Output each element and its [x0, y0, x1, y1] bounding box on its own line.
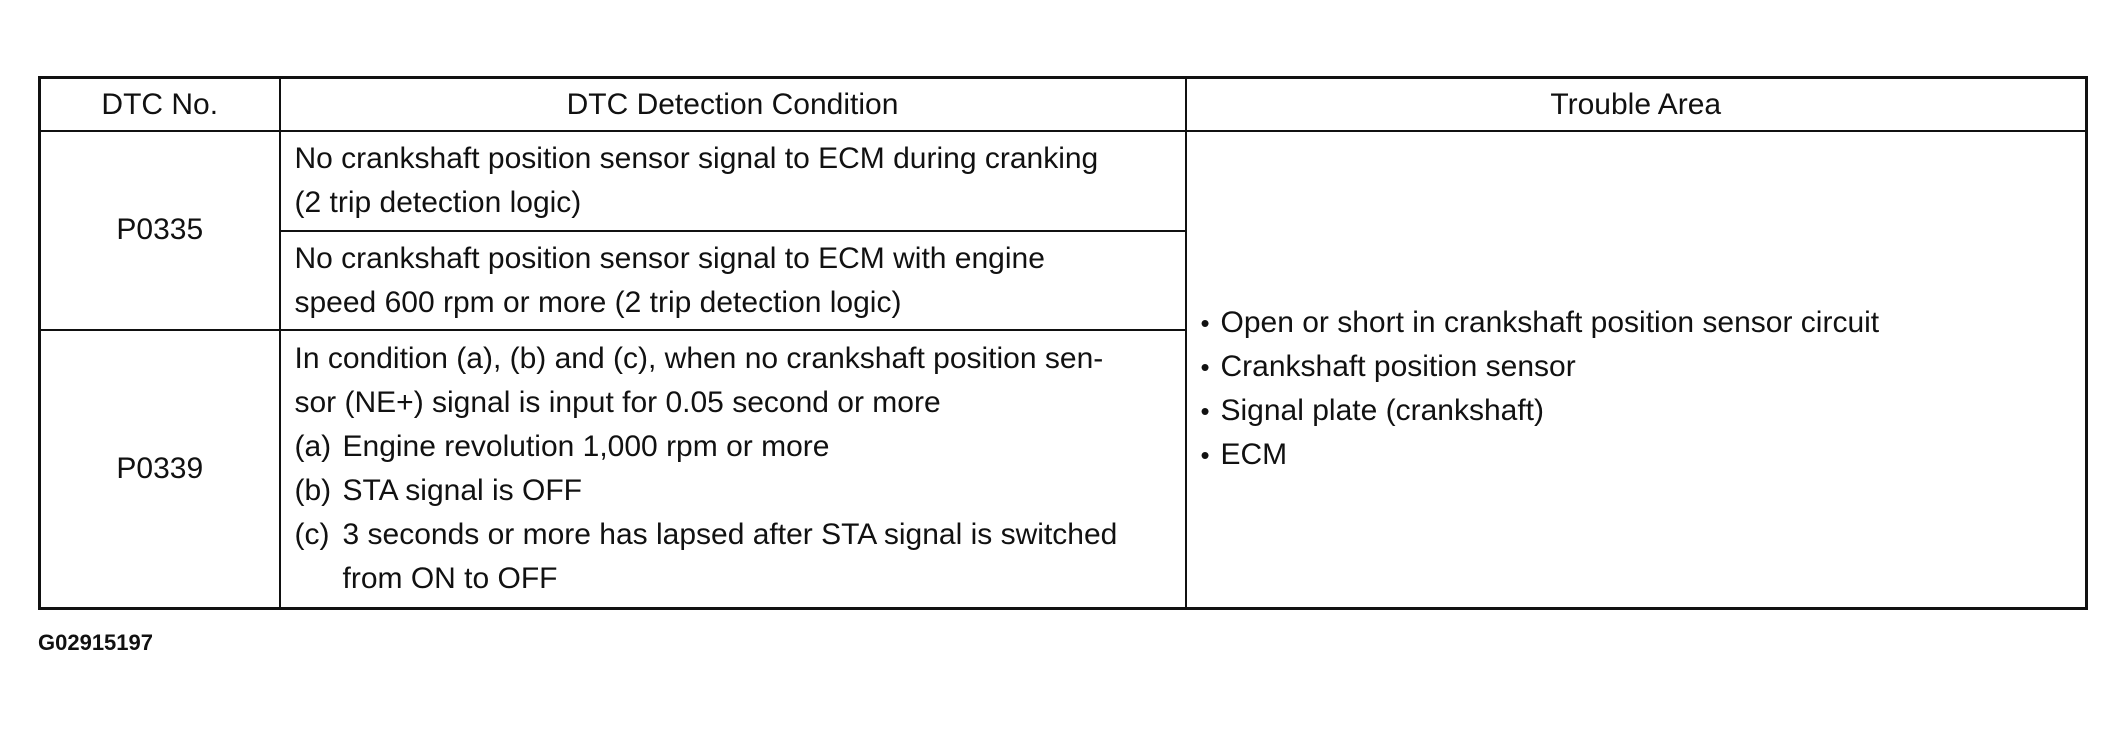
header-detection-condition: DTC Detection Condition — [280, 78, 1186, 132]
list-item — [1201, 433, 2086, 477]
sub-condition-text: STA signal is OFF — [342, 473, 583, 507]
trouble-area-list — [1201, 263, 2086, 477]
bullet-icon: • — [1200, 395, 1210, 426]
condition-line: No crankshaft position sensor signal to ECM during cranking — [294, 142, 1099, 176]
condition-line: speed 600 rpm or more (2 trip detection logic) — [294, 285, 902, 319]
header-trouble-area: Trouble Area — [1186, 78, 2087, 132]
sub-condition-b — [295, 469, 1171, 513]
sub-condition-line: 3 seconds or more has lapsed after STA signal is switched — [342, 517, 1118, 551]
condition-line: No crankshaft position sensor signal to ECM with engine — [294, 241, 1045, 275]
condition-line: (2 trip detection logic) — [294, 186, 582, 220]
condition-cell — [280, 330, 1186, 609]
trouble-area-item: Signal plate (crankshaft) — [1220, 393, 1544, 427]
bullet-icon: • — [1200, 307, 1210, 338]
table-header-row — [40, 78, 2087, 132]
condition-cell — [280, 131, 1186, 231]
condition-cell — [280, 231, 1186, 329]
dtc-code-p0335: P0335 — [40, 131, 280, 330]
trouble-area-item: Crankshaft position sensor — [1220, 349, 1576, 383]
sub-condition-a — [295, 425, 1171, 469]
list-item — [1201, 301, 2086, 345]
sub-condition-line: from ON to OFF — [342, 561, 558, 595]
dtc-table — [38, 76, 2088, 610]
sub-condition-letter: (b) — [294, 473, 332, 507]
bullet-icon: • — [1200, 351, 1210, 382]
sub-condition-c — [295, 513, 1171, 601]
trouble-area-item: Open or short in crankshaft position sensor circuit — [1220, 305, 1880, 339]
sub-condition-text — [343, 513, 1118, 601]
dtc-code-p0339: P0339 — [40, 330, 280, 609]
figure-id: G02915197 — [38, 630, 153, 655]
sub-condition-letter: (c) — [294, 517, 330, 551]
sub-condition-text: Engine revolution 1,000 rpm or more — [342, 429, 830, 463]
header-dtc-no: DTC No. — [40, 78, 280, 132]
table-row — [40, 131, 2087, 231]
list-item — [1201, 389, 2086, 433]
sub-condition-letter: (a) — [294, 429, 332, 463]
trouble-area-item: ECM — [1220, 437, 1288, 471]
condition-line: In condition (a), (b) and (c), when no crankshaft position sen- — [294, 341, 1104, 375]
list-item — [1201, 345, 2086, 389]
condition-line: sor (NE+) signal is input for 0.05 second or more — [294, 385, 941, 419]
bullet-icon: • — [1200, 439, 1210, 470]
trouble-area-cell — [1186, 131, 2087, 608]
